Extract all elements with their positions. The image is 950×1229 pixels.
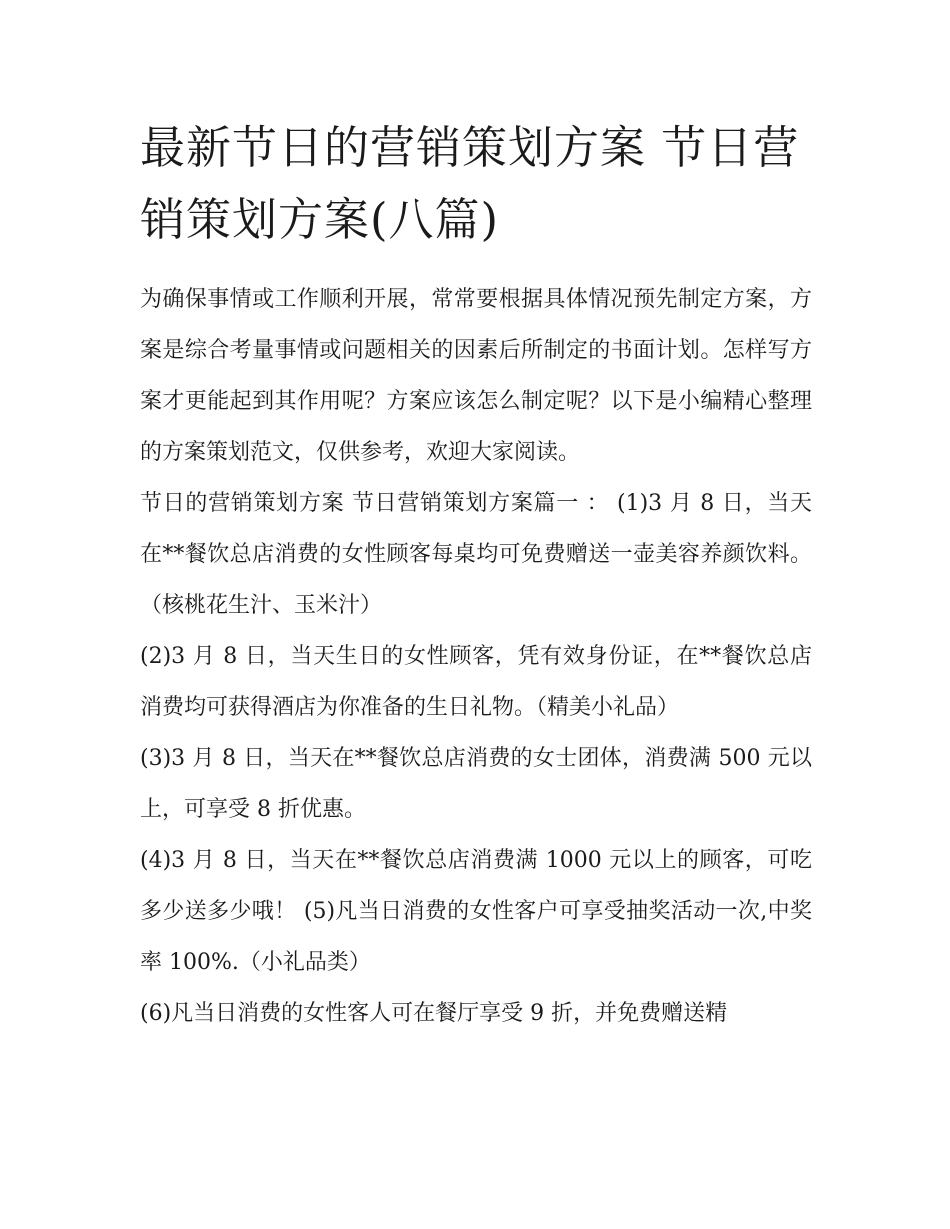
plan-item-6-paragraph: (6)凡当日消费的女性客人可在餐厅享受 9 折，并免费赠送精 xyxy=(140,1001,728,1026)
plan-item-3-paragraph: (3)3 月 8 日，当天在**餐饮总店消费的女士团体，消费满 500 元以上，可享受 8 折优惠。 xyxy=(140,746,812,822)
intro-paragraph: 为确保事情或工作顺利开展，常常要根据具体情况预先制定方案，方案是综合考量事情或问题相关的因素后所制定的书面计划。怎样写方案才更能起到其作用呢？方案应该怎么制定呢？以下是小编精心整理的方案策划范文，仅供参考，欢迎大家阅读。 xyxy=(140,287,812,465)
plan-item-4-5-paragraph: (4)3 月 8 日，当天在**餐饮总店消费满 1000 元以上的顾客，可吃多少送多少哦！ (5)凡当日消费的女性客户可享受抽奖活动一次,中奖率 100%.（小礼品类） xyxy=(140,848,812,975)
document-title: 最新节日的营销策划方案 节日营销策划方案(八篇) xyxy=(140,121,800,246)
document-page xyxy=(140,112,812,1039)
plan-item-2-paragraph: (2)3 月 8 日，当天生日的女性顾客，凭有效身份证，在**餐饮总店消费均可获得酒店为你准备的生日礼物。（精美小礼品） xyxy=(140,644,812,720)
plan-item-1-paragraph: 节日的营销策划方案 节日营销策划方案篇一 ： (1)3 月 8 日，当天在**餐饮总店消费的女性顾客每桌均可免费赠送一壶美容养颜饮料。（核桃花生汁、玉米汁） xyxy=(140,491,812,618)
